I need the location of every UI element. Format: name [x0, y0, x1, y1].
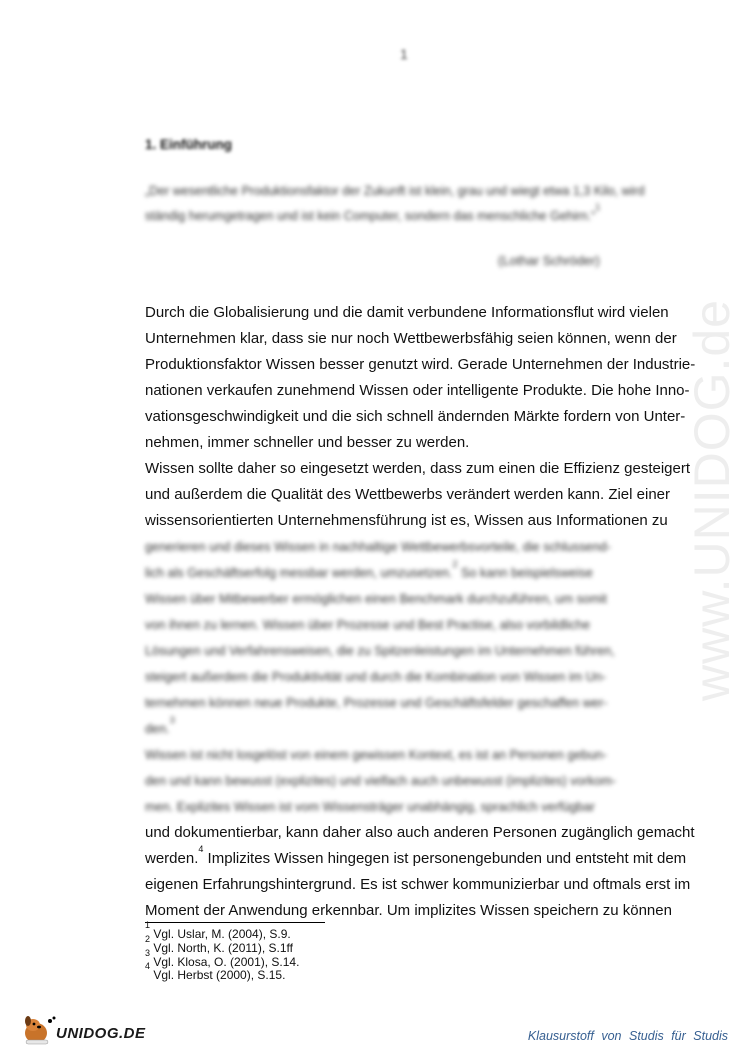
body-line [145, 638, 675, 664]
body-line [145, 768, 675, 794]
body-line-text: nationen verkaufen zunehmend Wissen oder intelligente Produkte. Die hohe Inno- [145, 382, 690, 399]
footnote-number: 3 [145, 947, 151, 958]
body-line-text: Produktionsfaktor Wissen besser genutzt wird. Gerade Unternehmen der Industrie- [145, 356, 696, 373]
body-line [145, 404, 686, 430]
footnote-ref: 4 [198, 844, 204, 854]
body-line-text: Wissen sollte daher so eingesetzt werden, dass zum einen die Effizienz gesteigert [145, 460, 691, 477]
quote [145, 179, 670, 229]
body-line-text: steigert außerdem die Produktivität und durch die Kombination von Wissen im Un- [145, 670, 607, 684]
body-line-text: Lösungen und Verfahrensweisen, die zu Spitzenleistungen im Unternehmen führen, [145, 644, 615, 658]
body-line [145, 716, 675, 742]
quote-footnote-ref: 1 [595, 201, 601, 212]
footer-tagline: Klausurstoff von Studis für Studis [527, 1029, 728, 1043]
body-line [145, 326, 675, 352]
footnote-text: Vgl. Uslar, M. (2004), S.9. [150, 927, 291, 941]
body-line-text: werden. [145, 850, 199, 867]
body-line [145, 508, 675, 534]
body-line-text: den und kann bewusst (explizites) und vielfach auch unbewusst (implizites) vorkom- [145, 774, 617, 788]
footnote-number: 4 [145, 961, 151, 972]
footnote-number: 2 [145, 933, 151, 944]
body-line-text: nehmen, immer schneller und besser zu werden. [145, 434, 470, 451]
body-line-text: vationsgeschwindigkeit und die sich schnell ändernden Märkte fordern von Unter- [145, 408, 686, 425]
footnote-ref: 2 [452, 558, 458, 569]
body-line-text: men. Explizites Wissen ist vom Wissensträger unabhängig, sprachlich verfügbar [145, 800, 595, 814]
footnote [145, 920, 299, 942]
body-line-text: Wissen über Mitbewerber ermöglichen einen Benchmark durchzuführen, um somit [145, 592, 607, 606]
body-line [145, 430, 675, 456]
body-line-text: den. [145, 722, 170, 736]
footnote-ref: 3 [169, 714, 175, 725]
body-line-text: von ihnen zu lernen. Wissen über Prozesse und Best Practise, also vorbildliche [145, 618, 590, 632]
body-line [145, 664, 675, 690]
body-line-tail: Implizites Wissen hingegen ist personengebunden und entsteht mit dem [203, 850, 687, 867]
body-line [145, 352, 696, 378]
body-line-text: und außerdem die Qualität des Wettbewerbs verändert werden kann. Ziel einer [145, 486, 671, 503]
footnotes [145, 920, 300, 983]
body-line-text: ternehmen können neue Produkte, Prozesse und Geschäftsfelder geschaffen wer- [145, 696, 608, 710]
body-line [145, 794, 675, 820]
body-line-text: wissensorientierten Unternehmensführung ist es, Wissen aus Informationen zu [145, 512, 668, 529]
footnote-text: Vgl. Klosa, O. (2001), S.14. [150, 954, 300, 969]
quote-text: „Der wesentliche Produktionsfaktor der Zukunft ist klein, grau und wiegt etwa 1,3 Kilo, wird ständig herumgetragen und ist kein Computer, sondern das menschliche Gehirn.“ [145, 184, 645, 223]
body-line [145, 456, 691, 482]
body-line-text: Durch die Globalisierung und die damit verbundene Informationsflut wird vielen [145, 304, 669, 321]
body-line [145, 586, 675, 612]
body-line-text: Moment der Anwendung erkennbar. Um implizites Wissen speichern zu können [145, 902, 672, 919]
body-line [145, 560, 675, 586]
section-heading: 1. Einführung [145, 137, 232, 152]
body-line [145, 820, 695, 846]
page-number: 1 [400, 46, 408, 62]
body-line [145, 690, 675, 716]
quote-author: (Lothar Schröder) [498, 253, 600, 268]
footnote-text: Vgl. Herbst (2000), S.15. [150, 968, 286, 983]
body-line [145, 742, 675, 768]
body-line [145, 844, 687, 872]
body-line [145, 612, 675, 638]
footnote-number: 1 [145, 920, 151, 930]
body-line-text: Wissen ist nicht losgelöst von einem gewissen Kontext, es ist an Personen gebun- [145, 748, 607, 762]
body-line [145, 872, 691, 898]
body-line-tail: So kann beispielsweise [457, 566, 593, 580]
body-line-text: und dokumentierbar, kann daher also auch anderen Personen zugänglich gemacht [145, 824, 695, 841]
body-line [145, 534, 675, 560]
body-line-text: generieren und dieses Wissen in nachhaltige Wettbewerbsvorteile, die schlussend- [145, 540, 611, 554]
logo-text: UNIDOG.DE [56, 1025, 146, 1042]
watermark: www.UNIDOG.de [684, 299, 740, 701]
footnote-rule [145, 922, 325, 923]
body-line [145, 378, 690, 404]
body-line [145, 300, 675, 326]
body-line [145, 898, 675, 924]
body-line-text: eigenen Erfahrungshintergrund. Es ist schwer kommunizierbar und oftmals erst im [145, 876, 691, 893]
body-line-text: Unternehmen klar, dass sie nur noch Wettbewerbsfähig seien können, wenn der [145, 330, 677, 347]
body-line [145, 482, 675, 508]
body-line-text: lich als Geschäftserfolg messbar werden, umzusetzen. [145, 566, 453, 580]
body-text [145, 300, 696, 924]
footnote-text: Vgl. North, K. (2011), S.1ff [150, 940, 293, 955]
